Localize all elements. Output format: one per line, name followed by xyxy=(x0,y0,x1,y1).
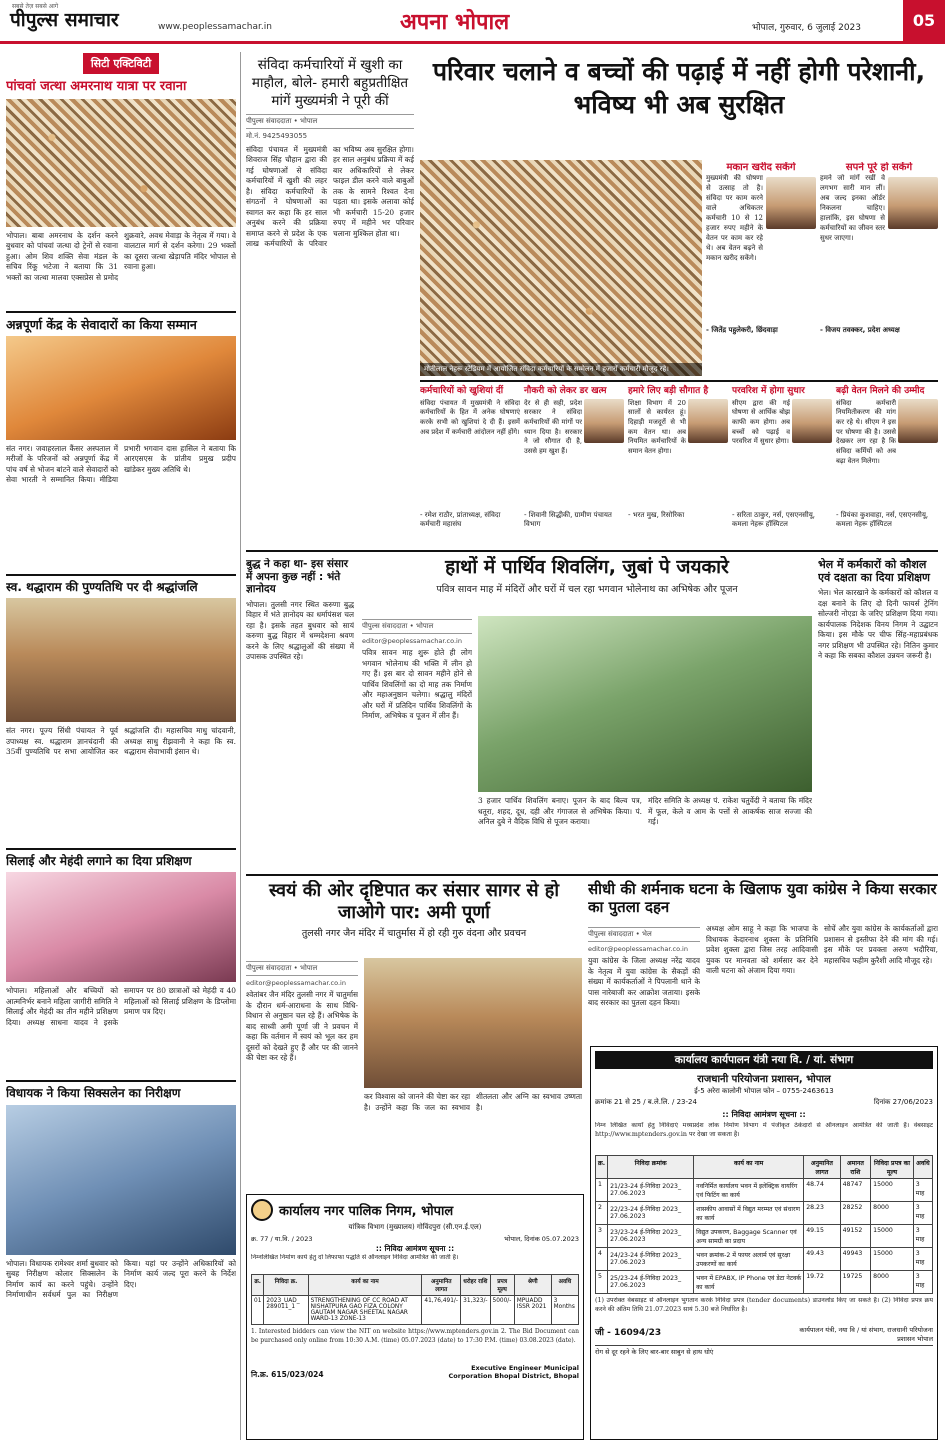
sixlane-headline: विधायक ने किया सिक्सलेन का निरीक्षण xyxy=(6,1080,236,1100)
samvida-byline: पीपुल्स संवाददाता • भोपाल xyxy=(246,114,414,129)
tender-table-row xyxy=(596,1179,933,1202)
quote-saugat-portrait xyxy=(688,399,728,443)
nigam-col-header: अवधि xyxy=(551,1275,578,1296)
ami-purna-email: editor@peoplessamachar.co.in xyxy=(246,979,346,987)
quote-sapne-name: - विजय तवक्कर, प्रदेश अध्यक्ष xyxy=(820,326,900,334)
quote-naukri-body: देर से ही सही, प्रदेश सरकार ने संविदा कर्मचारियों की मांगों पर ध्यान दिया है। सरकार ने जो सौगात दी है, उससे हम खुश हैं। xyxy=(524,398,582,455)
nigam-cell: 31,323/- xyxy=(461,1296,490,1325)
quote-vetan-portrait xyxy=(898,399,938,443)
quote-parvarish-name: - सरिता ठाकुर, नर्स, एसएनसीयू, कमला नेहरू हॉस्पिटल xyxy=(732,510,816,528)
nigam-ad-header xyxy=(251,1199,579,1221)
samvida-side-headline: संविदा कर्मचारियों में खुशी का माहौल, बोले- हमारी बहुप्रतीक्षित मांगें मुख्यमंत्री ने पूरी कीं xyxy=(251,57,409,110)
ami-purna-story xyxy=(246,880,582,1188)
ami-purna-photo xyxy=(364,958,582,1088)
tender-ad-date: दिनांक 27/06/2023 xyxy=(873,1098,933,1106)
quote-makan-head: मकान खरीद सकेंगे xyxy=(726,162,796,173)
shivling-text-col xyxy=(362,616,472,862)
nigam-cell: 3 Months xyxy=(551,1296,578,1325)
page-number: 05 xyxy=(903,0,945,41)
nigam-ad-code: नि.क्र. 615/023/024 xyxy=(251,1370,324,1379)
quote-khushiyan xyxy=(420,386,520,529)
tender-col-header: क्र. xyxy=(596,1156,608,1179)
ami-purna-body: श्वेतांबर जैन मंदिर तुलसी नगर में चातुर्मास के दौरान धर्म-आराधना के साथ विधि-विधान से अनुष्ठान चल रहे हैं। अभिषेक के बाद साध्वी अमी पूर्णा जी ने प्रवचन में कहा कि वर्तमान में स्वयं को भूल कर हम दूसरों को देखते हुए हैं और पर की जानने की चेष्टा कर रहे हैं। xyxy=(246,990,358,1063)
sixlane-photo xyxy=(6,1105,236,1255)
sixlane-body: भोपाल। विधायक रामेश्वर शर्मा बुधवार को सुबह निरीक्षण कोलार सिक्सलेन के निर्माण कार्य का करने पहुंचे। उन्होंने निर्माणाधीन सर्वधर्म पुल का निरीक्षण किया। यहां पर उन्होंने अधिकारियों को निर्माण कार्य जल्द पूरा करने के निर्देश दिए। xyxy=(6,1258,236,1300)
sidhi-email: editor@peoplessamachar.co.in xyxy=(588,945,688,953)
city-activity-label: सिटी एक्टिविटी xyxy=(83,53,159,74)
masthead xyxy=(0,0,945,44)
nigam-ad-ref: क्र. 77 / या.वि. / 2023 xyxy=(251,1235,313,1243)
nigam-ad-footer xyxy=(251,1364,579,1380)
shivling-byline: पीपुल्स संवाददाता • भोपाल xyxy=(362,619,472,634)
quote-naukri xyxy=(524,386,624,529)
nigam-col-header: निविदा क्र. xyxy=(264,1275,308,1296)
shivling-photo xyxy=(478,616,812,792)
shivling-subheadline: पवित्र सावन माह में मंदिरों और घरों में चल रहा भगवान भोलेनाथ का अभिषेक और पूजन xyxy=(436,583,738,595)
ami-purna-subheadline: तुलसी नगर जैन मंदिर में चातुर्मास में हो रही गुरु वंदना और प्रवचन xyxy=(301,928,527,940)
nigam-cell: 41,76,491/- xyxy=(422,1296,461,1325)
dateline: भोपाल, गुरुवार, 6 जुलाई 2023 xyxy=(752,23,861,33)
tender-cell: 15000 xyxy=(871,1225,914,1248)
tender-cell: भवन में EPABX, IP Phone एवं डेटा नेटवर्क का कार्य xyxy=(694,1271,804,1294)
nigam-ad-intro: निम्नलिखित निर्माण कार्य हेतु दो लिफाफा पद्धति से ऑनलाइन निविदा आमंत्रित की जाती है। xyxy=(251,1254,459,1261)
tender-cell: 5 xyxy=(596,1271,608,1294)
tender-cell: 24/23-24 ई-निविदा 2023_ 27.06.2023 xyxy=(608,1248,694,1271)
tender-cell: 3 माह xyxy=(913,1271,932,1294)
quote-makan-body: मुख्यमंत्री की घोषणा से उत्साह तो है। संविदा पर काम करने वाले अधिकतर कर्मचारी 10 से 12 हजार रुपए महीने के वेतन पर काम कर रहे थे। अब वेतन बढ़ने से मकान खरीद सकेंगे। xyxy=(706,174,763,262)
nigam-col-header: अनुमानित लागत xyxy=(422,1275,461,1296)
bhel-story xyxy=(818,558,938,870)
amarnath-headline: पांचवां जत्था अमरनाथ यात्रा पर रवाना xyxy=(6,79,187,94)
samvida-phone: मो.नं. 9425493055 xyxy=(246,131,308,140)
nigam-col-header: प्रपत्र मूल्य xyxy=(490,1275,514,1296)
tender-table-row xyxy=(596,1225,933,1248)
sidhi-body: युवा कांग्रेस के जिला अध्यक्ष नरेंद्र यादव के नेतृत्व में युवा कांग्रेस के सैकड़ों की संख्या में कार्यकर्ताओं ने पिपलानी थाने के पास नारेबाजी कर आक्रोश जताया। इसके बाद सरकार का पुतला दहन किया। xyxy=(588,956,700,1008)
quote-sapne xyxy=(820,162,938,376)
sidhi-body-2: अध्यक्ष ओम साहू ने कहा कि भाजपा के विधायक केदारनाथ शुक्ला के प्रतिनिधि प्रवेश शुक्ला द्वारा जिस तरह आदिवासी युवक पर मानवता को शर्मसार कर देने वाली घटना को अंजाम दिया गया। xyxy=(706,924,818,976)
tender-table-row xyxy=(596,1248,933,1271)
tender-cell: 3 माह xyxy=(913,1248,932,1271)
buddha-headline: बुद्ध ने कहा था- इस संसार में अपना कुछ नहीं : भंते ज्ञानोदय xyxy=(246,558,349,596)
tender-cell: 19725 xyxy=(840,1271,871,1294)
tender-cell: 3 माह xyxy=(913,1202,932,1225)
amarnath-body: भोपाल। बाबा अमरनाथ के दर्शन करने बुधवार को पांचवां जत्था दो ट्रेनों से रवाना हुआ। ओम शिव शक्ति सेवा मंडल के सचिव रिंकू भटेजा ने बताया कि 31 भक्तों का जत्था मालवा एक्सप्रेस से प्रमोद शुक्रवारे, अवध मेवाड़ा के नेतृत्व में गया। वे वालटाल मार्ग से दर्शन करेगा। 29 भक्तों का दूसरा जत्था खेड़ापति मंदिर भोपाल से रवाना हुआ। xyxy=(6,230,236,282)
nigam-col-header: श्रेणी xyxy=(514,1275,551,1296)
main-story-header xyxy=(420,56,938,156)
quote-vetan-name: - प्रियंका कुशवाहा, नर्स, एसएनसीयू, कमला नेहरू हॉस्पिटल xyxy=(836,510,929,528)
quote-makan-name: - जितेंद्र पहुलेकरी, छिंदवाड़ा xyxy=(706,326,778,334)
tender-cell: 28252 xyxy=(840,1202,871,1225)
section-rule-2 xyxy=(246,874,938,876)
bhel-body: भेल। भेल कारखाने के कर्मकारों को कौशल व दक्ष बनाने के लिए दो दिनी फायर्स ट्रेनिंग सोल्जरी नोएडा के जरिए प्रशिक्षण दिया गया। कार्यपालक निदेशक विनय निगम ने उद्घाटन किया। इस मौके पर चीफ सिंह-महाप्रबंधक नगर प्रशिक्षण भी उपस्थित रहे। नितिन कुमार ने कहा कि सबका कौशल उन्नयन जरूरी है। xyxy=(818,588,938,661)
shivling-headline: हाथों में पार्थिव शिवलिंग, जुबां पे जयकारे xyxy=(445,556,729,578)
tender-ad-footer xyxy=(595,1325,933,1343)
nigam-col-header: धरोहर राशि xyxy=(461,1275,490,1296)
tender-cell: 49.43 xyxy=(804,1248,840,1271)
employee-quotes-row xyxy=(420,380,938,546)
tender-cell: 28.23 xyxy=(804,1202,840,1225)
nigam-emblem-icon xyxy=(251,1199,273,1221)
annapurna-body: संत नगर। जवाहरलाल कैंसर अस्पताल में मरीजों के परिजनों को अन्नपूर्णा केंद्र में पांच वर्ष से भोजन बांटने वाले सेवादारों को सेवा भारती ने सम्मानित किया। मीडिया प्रभारी भगवान दास हासिल ने बताया कि आरएसएस के प्रांतीय प्रमुख प्रदीप खांडेकर मुख्य अतिथि थे। xyxy=(6,443,236,485)
annapurna-headline: अन्नपूर्णा केंद्र के सेवादारों का किया सम्मान xyxy=(6,311,236,332)
tender-cell: 49943 xyxy=(840,1248,871,1271)
sidhi-body-3: सोचें और युवा कांग्रेस के कार्यकर्ताओं द्वारा प्रशासन से इस्तीफा देने की मांग की गई। इस मौके पर प्रवक्ता अरुण भदौरिया, महासचिव फहीम कुरैशी आदि मौजूद रहे। xyxy=(824,924,938,965)
tender-cell: 2 xyxy=(596,1202,608,1225)
nigam-ad-dept: यांत्रिक विभाग (मुख्यालय) गोविंदपुरा (सी.एन.ई.एल) xyxy=(348,1223,482,1231)
ami-purna-text-col xyxy=(246,958,358,1186)
ami-purna-body-2: कर विश्वास को जानने की चेष्टा कर रहा है। उन्होंने कहा कि जल का स्वभाव शीतलता और अग्नि का स्वभाव उष्णता है। xyxy=(364,1092,582,1112)
quote-khushiyan-name: - रमेश राठौर, प्रांताध्यक्ष, संविदा कर्मचारी महासंघ xyxy=(420,510,501,528)
ami-purna-headline: स्वयं की ओर दृष्टिपात कर संसार सागर से हो जाओगे पार: अमी पूर्णा xyxy=(269,880,559,923)
shivling-body-3: मंदिर समिति के अध्यक्ष पं. राकेश चतुर्वेदी ने बताया कि मंदिर में फूल, केले व आम के पत्तों से आकर्षक साज सज्जा की गई। xyxy=(648,796,812,827)
tender-cell: नवनिर्मित कार्यालय भवन में इलेक्ट्रिक वायरिंग एवं फिटिंग का कार्य xyxy=(694,1179,804,1202)
nigam-col-header: कार्य का नाम xyxy=(308,1275,422,1296)
nigam-cell: 01 xyxy=(252,1296,264,1325)
tender-cell: भवन क्रमांक-2 में फायर अलार्म एवं सुरक्षा उपकरणों का कार्य xyxy=(694,1248,804,1271)
tender-cell: 4 xyxy=(596,1248,608,1271)
tender-col-header: निविदा प्रपत्र का मूल्य xyxy=(871,1156,914,1179)
quote-parvarish-portrait xyxy=(792,399,832,443)
tender-ad-rajdhani xyxy=(590,1046,938,1440)
nigam-cell: 2023_UAD_ 289011_1 xyxy=(264,1296,308,1325)
tender-cell: 15000 xyxy=(871,1248,914,1271)
quote-parvarish xyxy=(732,386,832,529)
quote-khushiyan-head: कर्मचारियों को खुशियां दीं xyxy=(420,386,504,396)
quote-saugat-body: शिक्षा विभाग में 20 सालों से कार्यरत हूं। दिहाड़ी मजदूरों से भी कम वेतन था। अब नियमित कर्मचारियों के समान वेतन होगा। xyxy=(628,398,686,455)
tender-ad-sign: कार्यपालन यंत्री, नया वि / यां संभाग, राजधानी परियोजना प्रशासन भोपाल xyxy=(799,1326,933,1343)
quote-sapne-head: सपने पूरे हो सकेंगे xyxy=(845,162,913,173)
annapurna-photo xyxy=(6,336,236,440)
nigam-col-header: क्र. xyxy=(252,1275,264,1296)
sidhi-text-col xyxy=(588,924,700,1034)
quote-sapne-body: हमने जो मांगें रखीं वे लगभग सारी मान लीं। अब जल्द इनका ऑर्डर निकलना चाहिए। हालांकि, इस घोषणा से कर्मचारियों का जीवन स्तर सुधर जाएगा। xyxy=(820,174,885,242)
samvida-side-body: संविदा पंचायत में मुख्यमंत्री शिवराज सिंह चौहान द्वारा की गई घोषणाओं से संविदा कर्मचारियों में खुशी की लहर है। संविदा कर्मचारियों के संगठनों ने घोषणाओं का स्वागत कर कहा कि हर साल अनुबंध करने की प्रक्रिया समाप्त करने से प्रदेश के एक लाख कर्मचारियों के परिवार का भविष्य अब सुरक्षित होगा। हर साल अनुबंध प्रक्रिया में कई बार अधिकारियों से लेकर फाइल डील करने वाले बाबुओं तक के सामने रिश्वत देना पड़ता था। इसके अलावा कोई भी कर्मचारी 15-20 हजार रुपए में महीने भर परिवार चलाना मुश्किल होता था। xyxy=(246,144,414,249)
thaddharam-headline: स्व. थद्धाराम की पुण्यतिथि पर दी श्रद्धांजलि xyxy=(6,574,236,594)
tender-cell: 19.72 xyxy=(804,1271,840,1294)
quote-vetan xyxy=(836,386,938,529)
quote-naukri-head: नौकरी को लेकर डर खत्म xyxy=(524,386,607,396)
nigam-ad-sign: Executive Engineer Municipal Corporation Bhopal District, Bhopal xyxy=(448,1364,579,1380)
bhel-headline: भेल में कर्मकारों को कौशल एवं दक्षता का दिया प्रशिक्षण xyxy=(818,558,931,585)
nigam-table-row xyxy=(252,1296,579,1325)
website-link[interactable]: www.peoplessamachar.in xyxy=(158,22,272,32)
sidhi-headline: सीधी की शर्मनाक घटना के खिलाफ युवा कांग्रेस ने किया सरकार का पुतला दहन xyxy=(588,880,937,916)
nigam-cell: MPUADD ISSR 2021 xyxy=(514,1296,551,1325)
brand-logo: पीपुल्स समाचार xyxy=(10,9,119,31)
tender-ad-table xyxy=(595,1155,933,1294)
quote-parvarish-body: सीएम द्वारा की गई घोषणा से आर्थिक बोझ काफी कम होगा। अब बच्चों को पढ़ाई व परवरिश में सुधार होगा। xyxy=(732,398,790,446)
nigam-header-row xyxy=(252,1275,579,1296)
nigam-ad-notes: 1. Interested bidders can view the NIT on website https://www.mptenders.gov.in 2. The Bid Document can be purchased only online from 10:30 A.M. (time) 05.07.2023 (date) to 17:30 P.M. (time) 03.08.2023 (date). xyxy=(251,1328,579,1344)
tender-cell: शासकीय आवासों में विद्युत मरम्मत एवं संधारण का कार्य xyxy=(694,1202,804,1225)
main-crowd-photo xyxy=(420,160,702,376)
quote-makan-portrait xyxy=(766,177,816,229)
nigam-ad-title: कार्यालय नगर पालिक निगम, भोपाल xyxy=(279,1204,454,1219)
tender-ad-ref: क्रमांक 21 से 25 / ब.ले.लि. / 23-24 xyxy=(595,1098,697,1106)
section-title: अपना भोपाल xyxy=(400,10,510,35)
tender-ad-notes: (1) उपरोक्त वेबसाइट से ऑनलाइन भुगतान करके निविदा प्रपत्र (tender documents) डाउनलोड किए जा सकते हैं। (2) निविदा प्रपत्र क्रय करने की अंतिम तिथि 21.07.2023 सायं 5.30 बजे निर्धारित है। xyxy=(595,1297,933,1313)
quote-saugat-head: हमारे लिए बड़ी सौगात है xyxy=(628,386,709,396)
tender-cell: 49.15 xyxy=(804,1225,840,1248)
tender-cell: 49152 xyxy=(840,1225,871,1248)
tender-ad-refline xyxy=(595,1098,933,1107)
quote-makan xyxy=(706,162,816,376)
quote-parvarish-head: परवरिश में होगा सुधार xyxy=(732,386,805,396)
main-photo-caption: मोतीलाल नेहरू स्टेडियम में आयोजित संविदा कर्मचारियों के सम्मेलन में हजारों कर्मचारी मौजूद रहे। xyxy=(420,363,702,376)
section-rule xyxy=(246,550,938,552)
tender-ad-notice: :: निविदा आमंत्रण सूचना :: xyxy=(722,1110,806,1119)
tender-ad-title: कार्यालय कार्यपालन यंत्री नया वि. / यां. संभाग xyxy=(595,1051,933,1069)
thaddharam-body: संत नगर। पूज्य सिंधी पंचायत ने पूर्व उपाध्यक्ष स्व. थद्धाराम ज्ञानचंदानी की 35वीं पुण्यतिथि पर सभा आयोजित कर श्रद्धांजलि दी। महासचिव माधु चांदवानी, अध्यक्ष साधु रीझवानी ने कहा कि स्व. थद्धाराम सेवाभावी इंसान थे। xyxy=(6,725,236,757)
tender-cell: 3 xyxy=(596,1225,608,1248)
tender-ad-code: जी - 16094/23 xyxy=(595,1328,662,1338)
tender-ad-slogan: रोग से दूर रहने के लिए बार-बार साबुन से हाथ धोएं xyxy=(595,1345,933,1356)
main-headline: परिवार चलाने व बच्चों की पढ़ाई में नहीं होगी परेशानी, भविष्य भी अब सुरक्षित xyxy=(432,57,926,119)
shivling-body-2: 3 हजार पार्थिव शिवलिंग बनाए। पूजन के बाद बिल्व पत्र, धतूरा, शहद, दूध, दही और गंगाजल से अभिषेक किया। पं. अनिल दुबे ने वैदिक विधि से पूजन कराया। xyxy=(478,796,642,827)
tender-col-header: निविदा क्रमांक xyxy=(608,1156,694,1179)
buddha-body: भोपाल। तुलसी नगर स्थित करुणा बुद्ध विहार में भंते ज्ञानोदय का धर्मापंसश चल रहा है। इसके तहत बुधवार को सायं करुणा बुद्ध विहार में धम्मदेशना श्रवण करने के लिए श्रद्धालुओं की संख्या में उपासक उपस्थित रहे। xyxy=(246,599,354,662)
tender-cell: 1 xyxy=(596,1179,608,1202)
silai-body: भोपाल। महिलाओं और बच्चियों को आत्मनिर्भर बनाने महिला जागीरी समिति ने सिलाई और मेहंदी का तीन महीने प्रशिक्षण दिया। अध्यक्ष साधना यादव ने इसके समापन पर 80 छात्राओं को मेहंदी व 40 महिलाओं को सिलाई प्रशिक्षण के डिप्लोमा प्रमाण पत्र दिए। xyxy=(6,986,236,1027)
tender-col-header: अनुमानित लागत xyxy=(804,1156,840,1179)
tender-ad-address: ई-5 अरेरा कालोनी भोपाल फोन – 0755-2463613 xyxy=(694,1087,834,1095)
tender-ad-subtitle: राजधानी परियोजना प्रशासन, भोपाल xyxy=(697,1074,831,1085)
tender-col-header: अमानत राशि xyxy=(840,1156,871,1179)
quote-khushiyan-body: संविदा पंचायत में मुख्यमंत्री ने संविदा कर्मचारियों के हित में अनेक घोषणाएं करके सभी को खुशियां दे दी हैं। इसमें अब प्रदेश में कर्मचारी आंदोलन नहीं होंगे। xyxy=(420,398,520,436)
quote-sapne-portrait xyxy=(888,177,938,229)
quote-vetan-head: बढ़ी वेतन मिलने की उम्मीद xyxy=(836,386,925,396)
nigam-ad-refline xyxy=(251,1234,579,1243)
quote-naukri-name: - शिवानी सिद्धीकी, ग्रामीण पंचायत विभाग xyxy=(524,510,612,528)
quote-saugat xyxy=(628,386,728,520)
brand-tagline: सबसे तेज़ सबसे आगे xyxy=(12,3,59,10)
tender-table-row xyxy=(596,1271,933,1294)
column-divider xyxy=(240,52,241,1440)
silai-photo xyxy=(6,872,236,982)
tender-cell: 23/23-24 ई-निविदा 2023_ 27.06.2023 xyxy=(608,1225,694,1248)
tender-ad-header-row xyxy=(596,1156,933,1179)
amarnath-photo xyxy=(6,99,236,227)
tender-cell: 15000 xyxy=(871,1179,914,1202)
nigam-ad-date: भोपाल, दिनांक 05.07.2023 xyxy=(504,1235,579,1243)
quote-naukri-portrait xyxy=(584,399,624,443)
tender-ad-nagar-nigam xyxy=(246,1194,584,1440)
tender-cell: 48747 xyxy=(840,1179,871,1202)
ami-purna-byline: पीपुल्स संवाददाता • भोपाल xyxy=(246,961,358,976)
tender-cell: 22/23-24 ई-निविदा 2023_ 27.06.2023 xyxy=(608,1202,694,1225)
quote-vetan-body: संविदा कर्मचारी नियमितीकरण की मांग कर रहे थे। सीएम ने इस पर घोषणा की है। उससे देखकर लग रहा है कि संविदा कर्मियों को अब बढ़ा वेतन मिलेगा। xyxy=(836,398,896,465)
tender-cell: 48.74 xyxy=(804,1179,840,1202)
tender-table-row xyxy=(596,1202,933,1225)
shivling-email: editor@peoplessamachar.co.in xyxy=(362,637,462,645)
tender-ad-intro: निम्न लिखित कार्यों हेतु निविदाएं मध्यप्रदेश लोक निर्माण विभाग में पंजीकृत ठेकेदारों से ऑनलाइन आमंत्रित की जाती हैं। वेबसाइट http://www.mptenders.gov.in पर देखा जा सकता है। xyxy=(595,1122,933,1138)
nigam-cell: 5000/- xyxy=(490,1296,514,1325)
tender-cell: 8000 xyxy=(871,1271,914,1294)
quote-saugat-name: - भरत मुख, रिसोरिका xyxy=(628,510,685,519)
tender-cell: 3 माह xyxy=(913,1179,932,1202)
tender-cell: विद्युत उपकरण, Baggage Scanner एवं अन्य सामग्री का प्रदाय xyxy=(694,1225,804,1248)
tender-cell: 8000 xyxy=(871,1202,914,1225)
tender-col-header: कार्य का नाम xyxy=(694,1156,804,1179)
tender-cell: 3 माह xyxy=(913,1225,932,1248)
tender-col-header: अवधि xyxy=(913,1156,932,1179)
silai-headline: सिलाई और मेहंदी लगाने का दिया प्रशिक्षण xyxy=(6,848,236,868)
shivling-story xyxy=(362,556,812,872)
nigam-cell: STRENGTHENING OF CC ROAD AT NISHATPURA GAO FIZA COLONY GAUTAM NAGAR SHEETAL NAGAR WARD-13 ZONE-13 xyxy=(308,1296,422,1325)
samvida-side-story xyxy=(246,56,414,546)
sidhi-story xyxy=(588,880,938,1040)
nigam-ad-table xyxy=(251,1274,579,1325)
sidhi-byline: पीपुल्स संवाददाता • भेल xyxy=(588,927,700,942)
left-column xyxy=(6,52,236,1440)
shivling-body: पवित्र सावन माह शुरू होते ही लोग भगवान भोलेनाथ की भक्ति में लीन हो गए हैं। इस बार दो सावन महीने होने से पार्थिव शिवलिंगों का दो माह तक निर्माण और महाअनुष्ठान चलेगा। श्रद्धालु मंदिरों और घरों में प्रतिदिन पार्थिव शिवलिंगों के निर्माण, अभिषेक व पूजन में लीन हैं। xyxy=(362,648,472,721)
tender-cell: 21/23-24 ई-निविदा 2023_ 27.06.2023 xyxy=(608,1179,694,1202)
thaddharam-photo xyxy=(6,598,236,722)
nigam-ad-notice: :: निविदा आमंत्रण सूचना :: xyxy=(375,1244,455,1253)
tender-cell: 25/23-24 ई-निविदा 2023_ 27.06.2023 xyxy=(608,1271,694,1294)
buddha-story xyxy=(246,558,354,870)
